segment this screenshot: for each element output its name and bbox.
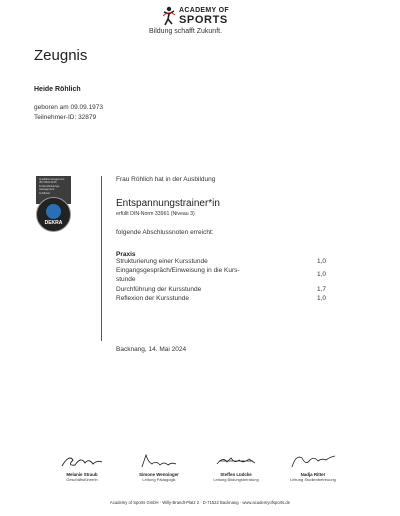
- grade-label: Strukturierung einer Kursstunde: [116, 258, 208, 265]
- cert-line: & Dienstleistungs-: [39, 184, 60, 188]
- brand-line-1: ACADEMY OF: [179, 7, 229, 14]
- dekra-seal: [36, 197, 71, 232]
- grade-row: [116, 286, 331, 295]
- signatory-name: Simone Wenninger: [139, 472, 179, 477]
- handwritten-signature: [213, 452, 259, 470]
- grade-label: Reflexion der Kursstunde: [116, 295, 189, 302]
- handwritten-signature: [59, 452, 105, 470]
- place-and-date: Backnang, 14. Mai 2024: [116, 346, 187, 353]
- grade-label: Eingangsgespräch/Einweisung in die Kurs- stunde: [116, 267, 240, 283]
- grade-row: [116, 267, 331, 285]
- participant-id: Teilnehmer-ID: 32879: [34, 114, 97, 121]
- grades-intro: folgende Abschlussnoten erreicht:: [116, 229, 214, 236]
- grade-value: 1,7: [317, 286, 327, 293]
- grade-value: 1,0: [317, 258, 327, 265]
- signatory-role: Leitung Bildungsberatung: [213, 477, 259, 482]
- signature-block: [124, 452, 194, 482]
- signatory-name: Melanie Straub: [66, 472, 98, 477]
- divider-line: [101, 176, 102, 341]
- section-title-praxis: Praxis: [116, 251, 136, 258]
- grade-value: 1,0: [317, 295, 327, 302]
- course-name: Entspannungstrainer*in: [116, 198, 220, 209]
- course-intro: Frau Röhlich hat in der Ausbildung: [116, 176, 216, 183]
- signatory-role: Geschäftsführerin: [66, 477, 98, 482]
- signatory-role: Leitung Pädagogik: [142, 477, 176, 482]
- signatory-name: Steffen Lüdcke: [220, 472, 252, 477]
- cert-line: management: [39, 188, 55, 192]
- dekra-label: DEKRA: [44, 220, 63, 226]
- grade-label: Durchführung der Kursstunde: [116, 286, 202, 293]
- signature-block: [201, 452, 271, 482]
- grade-row: [116, 295, 331, 304]
- grade-value: 1,0: [317, 271, 327, 278]
- grade-row: [116, 258, 331, 267]
- academy-of-sports-logo: [145, 6, 255, 40]
- athlete-logo-icon: [163, 6, 175, 26]
- signature-block: [47, 452, 117, 482]
- cert-line: zertifiziert: [39, 191, 51, 195]
- cert-line: Qualitätsmanagement: [39, 178, 65, 181]
- signatory-name: Nadja Ritter: [300, 472, 326, 477]
- din-norm: erfüllt DIN-Norm 33961 (Niveau 3): [116, 211, 195, 217]
- handwritten-signature: [288, 452, 338, 470]
- page-title: Zeugnis: [34, 47, 88, 64]
- brand-line-2: SPORTS: [179, 14, 228, 26]
- dekra-certification-badge: [36, 176, 71, 246]
- birth-date: geboren am 09.09.1973: [34, 104, 104, 111]
- participant-name: Heide Röhlich: [34, 86, 81, 93]
- footer-address: Academy of Sports GmbH · Willy-Brandt-Platz 2 · D-71522 Backnang · www.academyofsports.de: [109, 500, 291, 505]
- signature-block: [278, 452, 348, 482]
- cert-line: ISO 9001:2015: [39, 181, 57, 185]
- signatory-role: Leitung Studienbetreuung: [290, 477, 336, 482]
- handwritten-signature: [136, 452, 182, 470]
- dekra-seal-icon: [46, 204, 61, 219]
- slogan: Bildung schafft Zukunft.: [149, 28, 223, 35]
